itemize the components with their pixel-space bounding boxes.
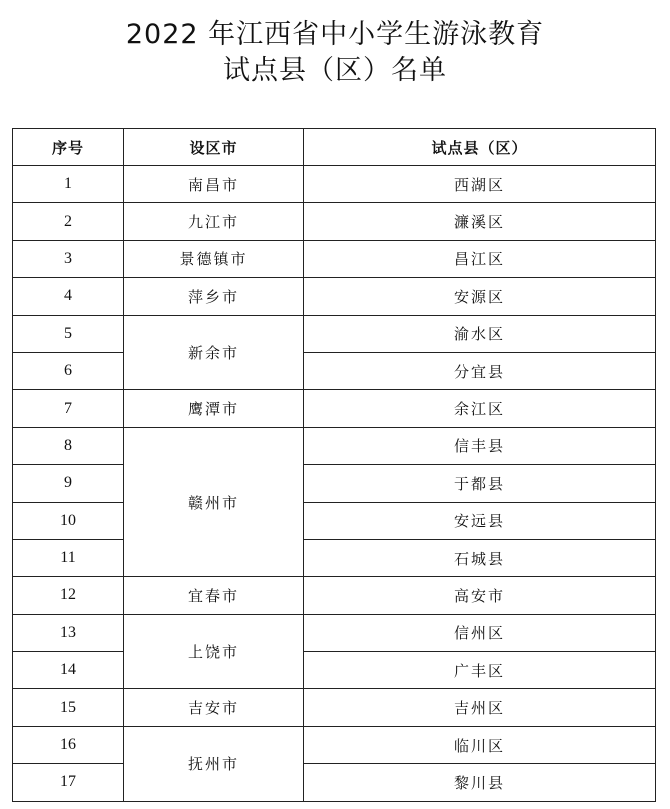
table-row — [13, 614, 656, 651]
document-title-line-2: 试点县（区）名单 — [223, 55, 447, 86]
row-index: 17 — [13, 764, 124, 801]
row-city: 景德镇市 — [124, 240, 304, 277]
table-row — [13, 764, 656, 801]
row-city: 新余市 — [124, 315, 304, 390]
row-county: 高安市 — [304, 577, 656, 614]
table-row — [13, 203, 656, 240]
table-row — [13, 166, 656, 203]
document-title-line-1: 2022 年江西省中小学生游泳教育 — [125, 19, 545, 50]
row-city: 吉安市 — [124, 689, 304, 726]
row-index: 9 — [13, 465, 124, 502]
row-index: 3 — [13, 240, 124, 277]
table-row — [13, 465, 656, 502]
row-city: 南昌市 — [124, 166, 304, 203]
pilot-county-table — [12, 128, 656, 802]
row-index: 10 — [13, 502, 124, 539]
row-city: 萍乡市 — [124, 278, 304, 315]
table-row — [13, 427, 656, 464]
header-county: 试点县（区） — [304, 129, 656, 166]
row-county: 石城县 — [304, 539, 656, 576]
row-index: 4 — [13, 278, 124, 315]
row-county: 安源区 — [304, 278, 656, 315]
row-city: 抚州市 — [124, 726, 304, 801]
row-index: 13 — [13, 614, 124, 651]
row-county: 信州区 — [304, 614, 656, 651]
row-city: 鹰潭市 — [124, 390, 304, 427]
row-index: 16 — [13, 726, 124, 763]
table-row — [13, 502, 656, 539]
row-city: 赣州市 — [124, 427, 304, 577]
row-index: 7 — [13, 390, 124, 427]
row-county: 广丰区 — [304, 652, 656, 689]
row-city: 宜春市 — [124, 577, 304, 614]
table-row — [13, 240, 656, 277]
row-city: 九江市 — [124, 203, 304, 240]
table-row — [13, 652, 656, 689]
row-index: 12 — [13, 577, 124, 614]
row-index: 8 — [13, 427, 124, 464]
table-row — [13, 539, 656, 576]
row-county: 临川区 — [304, 726, 656, 763]
row-county: 黎川县 — [304, 764, 656, 801]
row-county: 西湖区 — [304, 166, 656, 203]
row-county: 于都县 — [304, 465, 656, 502]
row-index: 15 — [13, 689, 124, 726]
table-row — [13, 390, 656, 427]
table-row — [13, 315, 656, 352]
row-county: 安远县 — [304, 502, 656, 539]
table-row — [13, 577, 656, 614]
row-county: 信丰县 — [304, 427, 656, 464]
row-county: 分宜县 — [304, 352, 656, 389]
header-city: 设区市 — [124, 129, 304, 166]
table-header-row — [13, 129, 656, 166]
row-city: 上饶市 — [124, 614, 304, 689]
row-county: 吉州区 — [304, 689, 656, 726]
row-index: 14 — [13, 652, 124, 689]
row-index: 6 — [13, 352, 124, 389]
table-row — [13, 352, 656, 389]
row-county: 濂溪区 — [304, 203, 656, 240]
table-row — [13, 726, 656, 763]
row-index: 5 — [13, 315, 124, 352]
row-county: 余江区 — [304, 390, 656, 427]
table-row — [13, 689, 656, 726]
table-body — [13, 166, 656, 802]
row-county: 昌江区 — [304, 240, 656, 277]
row-index: 11 — [13, 539, 124, 576]
row-county: 渝水区 — [304, 315, 656, 352]
header-index: 序号 — [13, 129, 124, 166]
table-row — [13, 278, 656, 315]
row-index: 2 — [13, 203, 124, 240]
row-index: 1 — [13, 166, 124, 203]
